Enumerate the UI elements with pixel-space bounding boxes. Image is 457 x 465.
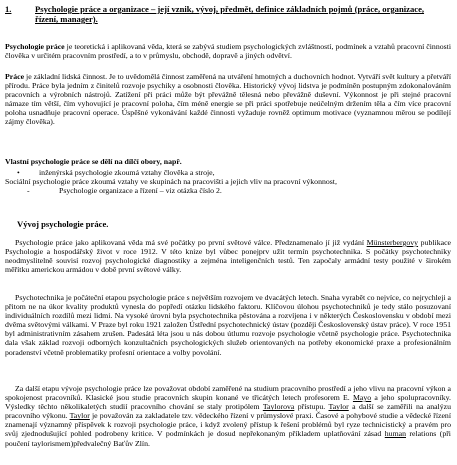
text-run: přístupu. bbox=[294, 402, 329, 412]
paragraph-definition-work-psychology bbox=[5, 42, 451, 60]
text-run: publikace Psychologie a hospodářský život v roce 1912. V této knize byl vůbec ponejprv užit termín psychotechnika. S počátky psychotechniky neodmyslitelně souvisí rozvoj psychologické diagnostiky a zejména inteligenčních testů. Ten započaly armádní testy použité v širokém měřítku americkou armádou v době první světové války. bbox=[5, 238, 451, 275]
heading-number: 1. bbox=[5, 4, 12, 14]
text-run: Psychologie práce jako aplikovaná věda má své počátky po první světové válce. Předznamenalo jí již vydání bbox=[15, 238, 367, 247]
history-paragraph-2: Psychotechnika je počáteční etapou psychologie práce s největším rozvojem ve dvacátých letech. Snaha vyrabět co nejvíce, co nejrychleji a přitom ne na úkor kvality produktů vynesla do popředí otázku lidského faktoru. Klíčovou úlohou psychotechniků je tedy stálo posuzovaní individuálních rozdílů mezi lidmi. Na vysoké úrovni byla psychotechnika pěstována a rozvíjena i v některých Československu v období mezi dvěma světovými válkami. V Praze byl roku 1921 založen Ústřední psychotechnický ústav (později Československý ústav práce). V roce 1951 byl administrativním zásahem zrušen. Padesátá léta jsou u nás dobou útlumu rozvoje psychologie včetně psychologie práce. Psychotechnika dala však základ rozvoji odborných konzultačních psychologických služeb orientovaných na potřeby ekonomické praxe a profesionálním poradenství včetně problematiky profesní orientace a volby povolání. bbox=[5, 293, 451, 357]
list-item: Sociální psychologie práce zkoumá vztahy ve skupinách na pracovišti a jejich vliv na pracovní výkonnost, bbox=[5, 177, 337, 187]
text-run: a jeho spolupracovníky. Výsledky těchto několikaletých studií pracovního chování se staly protipólem bbox=[5, 393, 451, 412]
heading-text: Psychologie práce a organizace – její vznik, vývoj, předmět, definice základních pojmů (práce, organizace, řízení, manager). bbox=[35, 4, 425, 24]
subfields-intro: Vlastní psychologie práce se dělí na dílčí obory, např. bbox=[5, 157, 182, 166]
name-taylor: Taylor bbox=[69, 411, 90, 421]
name-mayo: Mayo bbox=[352, 393, 372, 403]
list-item bbox=[5, 168, 451, 177]
name-munsterberg: Münsterbergovy bbox=[366, 238, 419, 247]
subfields-list bbox=[5, 168, 451, 195]
definition-text: je základní lidská činnost. Je to uvědomělá činnost zaměřená na utváření hmotných a duchovních hodnot. Vytváří svět kultury a přetváří přírodu. Práce byla jedním z činitelů rozvoje psychiky a osobnosti člověka. Historický vývoj lidstva je podmíněn postupným zdokonalováním pracovních a výrobních nástrojů. Zatížení při práci může být převážně tělesná nebo převážně duševní. Výkonnost je při stejné pracovní námaze tím větší, čím vyhovující je pracovní poloha, čím méně energie se při práci spotřebuje neúčelným držením těla a čím více pracovní poloha usnadňuje pracovní operace. Úspěšné vykonávání každé činnosti vyžaduje rovněž optimum motivace (vyznamnou měrou se podílejí zájmy člověka). bbox=[5, 72, 451, 127]
bullet-icon: • bbox=[17, 168, 20, 177]
history-paragraph-3 bbox=[5, 384, 451, 448]
term-work-psychology: Psychologie práce bbox=[5, 42, 65, 51]
definition-text: je teoretická i aplikovaná věda, která se zabývá studiem psychologických zvláštností, podmínek a vztahů pracovní činnosti člověka v určitém pracovním prostředí, a to v průmyslu, obchodě, dopravě a jiných odvětví. bbox=[5, 42, 451, 61]
name-taylor: Taylorova bbox=[262, 402, 295, 412]
text-run: relations (při poučení taylorismem)předvalečný Baťův Zlín. bbox=[5, 429, 451, 448]
text-run: a další se zaměřili na analýzu pracovního výkonu. bbox=[5, 402, 451, 421]
text-run: Za další etapu vývoje psychologie práce lze považovat období zaměřené na studium pracovního prostředí a jeho vlivu na pracovní výkon a spokojenost pracovníků. Klasické jsou studie pracovních skupin konané ve třicátých letech profesorem E. bbox=[5, 384, 451, 403]
paragraph-definition-work bbox=[5, 72, 451, 127]
section-title: Vývoj psychologie práce. bbox=[17, 219, 109, 229]
text-run: je považován za zakladatele tzv. vědeckého řízení v průmyslové praxi. Časové a pohybové studie a vědecké řízení znamenají významný příspěvek k rozvoji psychologie práce, i když zvolený přístup k řešení problémů byl ryze technicistický a pravém pro svůj zjednodušující pohled podrobeny kritice. V podmínkách je dosud nepřekonaným příkladem uplatňování zásad bbox=[5, 411, 451, 439]
question-heading bbox=[5, 4, 445, 24]
list-item-text: inženýrská psychologie zkoumá vztahy člověka a stroje, bbox=[39, 168, 215, 177]
term-work: Práce bbox=[5, 72, 25, 81]
word-human: human bbox=[384, 429, 406, 439]
list-item bbox=[5, 186, 451, 195]
dash-marker: - bbox=[27, 186, 30, 196]
name-taylor: Taylor bbox=[328, 402, 349, 412]
list-item-text: Psychologie organizace a řízení – viz otázka číslo 2. bbox=[59, 186, 222, 196]
history-paragraph-1 bbox=[5, 238, 451, 274]
